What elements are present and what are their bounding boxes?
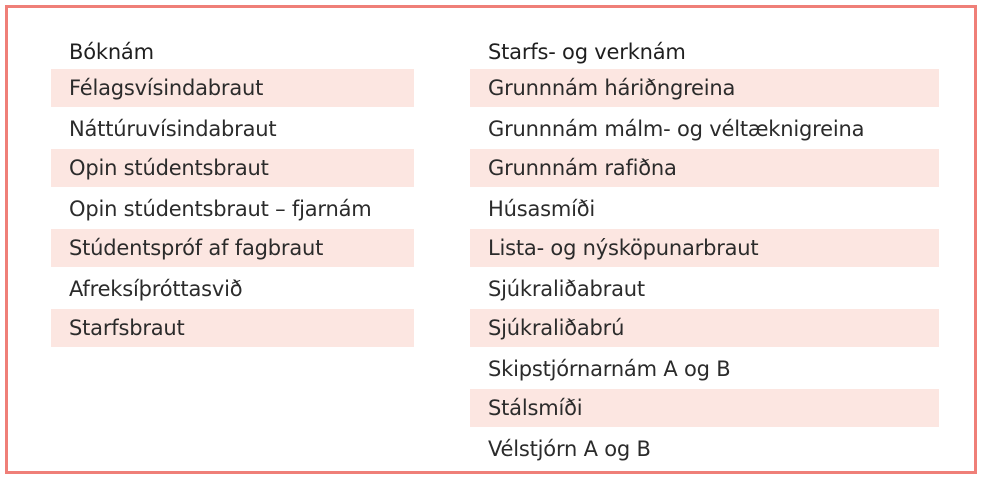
list-item: Starfsbraut — [51, 309, 414, 347]
programs-box — [5, 5, 977, 474]
list-item: Opin stúdentsbraut – fjarnám — [69, 197, 372, 221]
verknam-column — [470, 35, 939, 469]
bokn-heading: Bóknám — [69, 40, 154, 64]
verknam-list — [470, 69, 939, 469]
list-item: Opin stúdentsbraut — [51, 149, 414, 187]
list-item: Stúdentspróf af fagbraut — [51, 229, 414, 267]
bokn-list — [51, 69, 414, 347]
list-item: Sjúkraliðabrú — [470, 309, 939, 347]
list-item: Vélstjórn A og B — [488, 437, 651, 461]
list-item: Náttúruvísindabraut — [69, 117, 277, 141]
list-item: Lista- og nýsköpunarbraut — [470, 229, 939, 267]
list-item: Afreksíþróttasvið — [69, 277, 243, 301]
list-item: Húsasmíði — [488, 197, 596, 221]
verknam-heading: Starfs- og verknám — [488, 40, 686, 64]
list-item: Grunnnám háriðngreina — [470, 69, 939, 107]
list-item: Félagsvísindabraut — [51, 69, 414, 107]
list-item: Grunnnám málm- og véltæknigreina — [488, 117, 865, 141]
bokn-column — [51, 35, 414, 349]
list-item: Skipstjórnarnám A og B — [488, 357, 731, 381]
list-item: Stálsmíði — [470, 389, 939, 427]
list-item: Sjúkraliðabraut — [488, 277, 645, 301]
list-item: Grunnnám rafiðna — [470, 149, 939, 187]
